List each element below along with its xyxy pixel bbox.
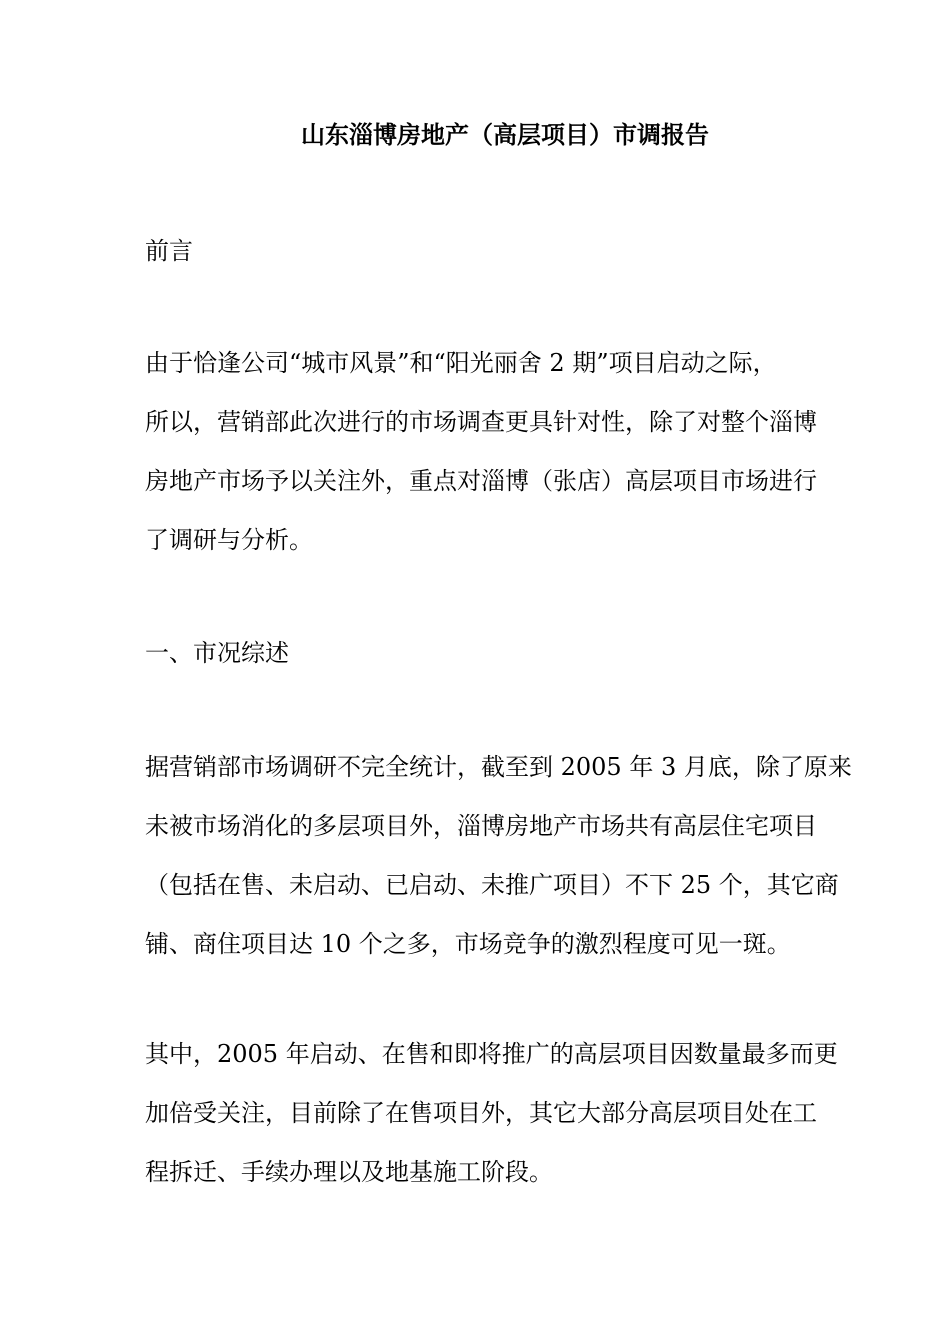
- preface-line: 由于恰逢公司“城市风景”和“阳光丽舍 2 期”项目启动之际，: [145, 349, 777, 377]
- preface-line: 所以，营销部此次进行的市场调查更具针对性，除了对整个淄博: [145, 408, 817, 436]
- preface-line: 房地产市场予以关注外，重点对淄博（张店）高层项目市场进行: [145, 467, 817, 495]
- section1-paragraph-2: [145, 1025, 885, 1202]
- section1-paragraph-1: [145, 738, 885, 974]
- preface-line: 了调研与分析。: [145, 526, 313, 554]
- preface-paragraph: [145, 334, 885, 570]
- preface-heading: 前言: [145, 237, 193, 265]
- paragraph-line: 其中，2005 年启动、在售和即将推广的高层项目因数量最多而更: [145, 1040, 838, 1068]
- paragraph-line: （包括在售、未启动、已启动、未推广项目）不下 25 个，其它商: [145, 871, 839, 899]
- paragraph-line: 铺、商住项目达 10 个之多，市场竞争的激烈程度可见一斑。: [145, 930, 791, 958]
- paragraph-line: 未被市场消化的多层项目外，淄博房地产市场共有高层住宅项目: [145, 812, 817, 840]
- paragraph-line: 程拆迁、手续办理以及地基施工阶段。: [145, 1158, 553, 1186]
- section1-heading: 一、市况综述: [145, 639, 289, 667]
- paragraph-line: 据营销部市场调研不完全统计，截至到 2005 年 3 月底，除了原来: [145, 753, 852, 781]
- document-title: 山东淄博房地产（高层项目）市调报告: [301, 120, 709, 149]
- paragraph-line: 加倍受关注，目前除了在售项目外，其它大部分高层项目处在工: [145, 1099, 817, 1127]
